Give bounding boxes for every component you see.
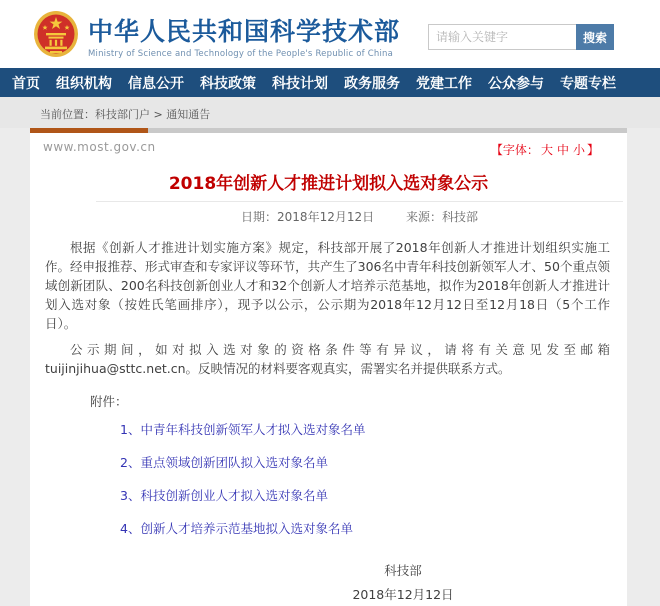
site-header: [0, 0, 660, 68]
article-source: 来源：科技部: [405, 210, 478, 224]
site-url-text: www.most.gov.cn: [43, 140, 156, 154]
article-date: 日期：2018年12月12日: [241, 210, 375, 224]
nav-item-sci-policy[interactable]: 科技政策: [200, 75, 256, 92]
nav-item-organization[interactable]: 组织机构: [56, 75, 112, 92]
font-size-prefix: 【字体：: [490, 143, 539, 157]
search-input[interactable]: [428, 24, 576, 50]
breadcrumb-location-label: 当前位置：: [40, 108, 95, 121]
nav-item-home[interactable]: 首页: [12, 75, 40, 92]
breadcrumb-site-link[interactable]: 科技部门户: [95, 108, 150, 121]
breadcrumb-band: [0, 97, 660, 128]
site-subtitle: Ministry of Science and Technology of the People's Republic of China: [88, 49, 394, 59]
font-size-control: [491, 141, 599, 158]
font-size-suffix: 】: [586, 143, 599, 157]
font-size-small-button[interactable]: 小: [572, 143, 585, 157]
search-button[interactable]: 搜索: [576, 24, 614, 50]
signature-date: 2018年12月12日: [352, 587, 454, 602]
signature-org: 科技部: [384, 563, 422, 578]
article-title: 2018年创新人才推进计划拟入选对象公示: [168, 174, 489, 194]
breadcrumb-separator: >: [153, 108, 163, 121]
site-branding: [88, 18, 400, 59]
search-box: [428, 24, 614, 50]
panel-top-bar: [30, 128, 627, 133]
article-paragraph: 公示期间，如对拟入选对象的资格条件等有异议，请将有关意见发至邮箱tuijinjihua@sttc.net.cn。反映情况的材料要客观真实，需署实名并提供联系方式。: [45, 342, 610, 376]
attachment-link-entrepreneur-talents[interactable]: 3、科技创新创业人才拟入选对象名单: [120, 488, 328, 503]
attachments-section: [45, 393, 610, 537]
nav-item-party-work[interactable]: 党建工作: [416, 75, 472, 92]
nav-item-special-topics[interactable]: 专题专栏: [560, 75, 616, 92]
national-emblem-logo: [32, 9, 80, 59]
breadcrumb-section-link[interactable]: 通知通告: [166, 108, 211, 121]
nav-item-public-participation[interactable]: 公众参与: [488, 75, 544, 92]
panel-top-bar-accent: [30, 128, 148, 133]
article-meta-row: [96, 201, 623, 225]
attachment-link-innovation-teams[interactable]: 2、重点领域创新团队拟入选对象名单: [120, 455, 328, 470]
main-nav: [0, 68, 660, 97]
attachments-label: 附件：: [90, 394, 128, 409]
nav-item-gov-services[interactable]: 政务服务: [344, 75, 400, 92]
attachment-link-leading-talents[interactable]: 1、中青年科技创新领军人才拟入选对象名单: [120, 422, 366, 437]
font-size-medium-button[interactable]: 中: [556, 143, 569, 157]
attachment-link-training-bases[interactable]: 4、创新人才培养示范基地拟入选对象名单: [120, 521, 353, 536]
article-body: [45, 238, 610, 378]
font-size-large-button[interactable]: 大: [540, 143, 553, 157]
site-title: 中华人民共和国科学技术部: [88, 17, 401, 46]
content-panel: [30, 128, 627, 606]
breadcrumb: [40, 106, 210, 122]
article-signature: [303, 561, 503, 603]
article-paragraph: 根据《创新人才推进计划实施方案》规定，科技部开展了2018年创新人才推进计划组织实施工作。经申报推荐、形式审查和专家评议等环节，共产生了306名中青年科技创新领军人才、50个重点领域创新团队、200名科技创新创业人才和32个创新人才培养示范基地，拟作为2018年创新人才推进计划入选对象（按姓氏笔画排序），现予以公示，公示期为2018年12月12日至12月18日（5个工作日）。: [45, 240, 610, 331]
nav-item-info-disclosure[interactable]: 信息公开: [128, 75, 184, 92]
nav-item-sci-programs[interactable]: 科技计划: [272, 75, 328, 92]
